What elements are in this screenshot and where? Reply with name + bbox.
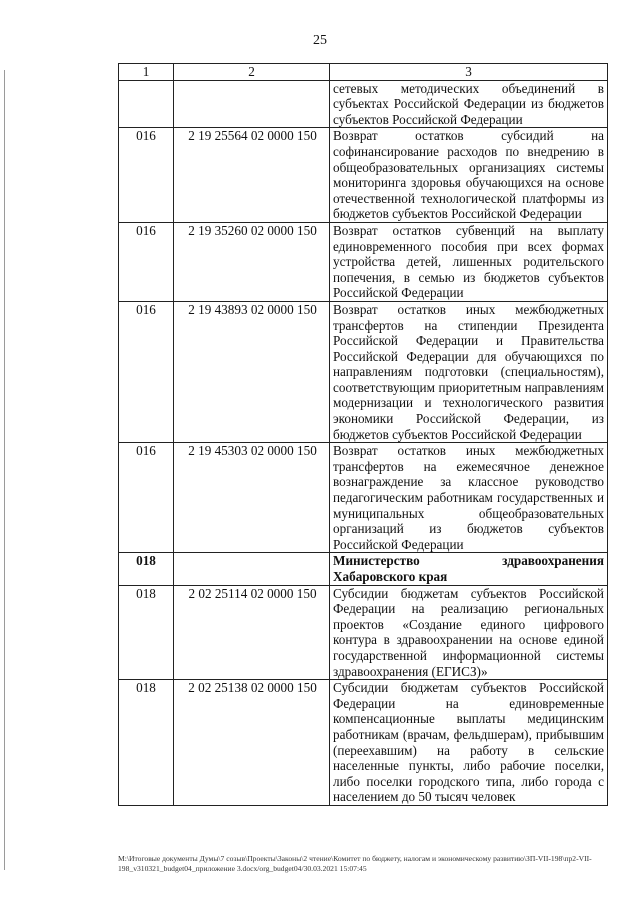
admin-code-cell: 016 bbox=[119, 222, 174, 301]
description-cell: Субсидии бюджетам субъектов Российской Федерации на реализацию региональных проектов «Создание единого цифрового контура в здравоохранении на основе единой государственной информационной системы здравоохранения (ЕГИСЗ)» bbox=[330, 585, 608, 680]
admin-code-cell: 018 bbox=[119, 680, 174, 806]
admin-code-cell bbox=[119, 80, 174, 128]
column-header-1: 1 bbox=[119, 64, 174, 81]
budget-code-cell: 2 02 25114 02 0000 150 bbox=[174, 585, 330, 680]
budget-code-cell: 2 19 45303 02 0000 150 bbox=[174, 443, 330, 553]
description-cell: Субсидии бюджетам субъектов Российской Федерации на единовременные компенсационные выплаты медицинским работникам (врачам, фельдшерам), прибывшим (переехавшим) на работу в сельские населенные пункты, либо рабочие поселки, либо поселки городского типа, либо города с населением до 50 тысяч человек bbox=[330, 680, 608, 806]
table-row bbox=[119, 80, 608, 128]
budget-code-cell: 2 02 25138 02 0000 150 bbox=[174, 680, 330, 806]
admin-code-cell: 016 bbox=[119, 301, 174, 442]
budget-code-cell bbox=[174, 553, 330, 585]
admin-code-cell: 016 bbox=[119, 128, 174, 223]
table-row bbox=[119, 680, 608, 806]
table-row bbox=[119, 301, 608, 442]
admin-code-cell: 018 bbox=[119, 553, 174, 585]
table-header-row bbox=[119, 64, 608, 81]
revenue-codes-table bbox=[118, 63, 608, 806]
table-row bbox=[119, 585, 608, 680]
column-header-2: 2 bbox=[174, 64, 330, 81]
column-header-3: 3 bbox=[330, 64, 608, 81]
budget-code-cell: 2 19 35260 02 0000 150 bbox=[174, 222, 330, 301]
file-path-footer: M:\Итоговые документы Думы\7 созыв\Проекты\Законы\2 чтение\Комитет по бюджету, налогам и экономическому развитию\ЗП-VII-198\пр2-VII-198_v310321_budget04_приложение 3.docx/org_budget04/30.03.2021 15:07:45 bbox=[118, 854, 592, 873]
budget-code-cell bbox=[174, 80, 330, 128]
page-number: 25 bbox=[313, 33, 327, 48]
table-row bbox=[119, 128, 608, 223]
budget-code-cell: 2 19 25564 02 0000 150 bbox=[174, 128, 330, 223]
description-cell: Возврат остатков субвенций на выплату единовременного пособия при всех формах устройства детей, лишенных родительского попечения, в семью из бюджетов субъектов Российской Федерации bbox=[330, 222, 608, 301]
section-heading-row bbox=[119, 553, 608, 585]
budget-code-cell: 2 19 43893 02 0000 150 bbox=[174, 301, 330, 442]
table-row bbox=[119, 222, 608, 301]
binding-margin-line bbox=[4, 70, 5, 870]
table-row bbox=[119, 443, 608, 553]
description-cell: Возврат остатков иных межбюджетных трансфертов на стипендии Президента Российской Федерации и Правительства Российской Федерации для обучающихся по направлениям подготовки (специальностям), соответствующим приоритетным направлениям модернизации и технологического развития экономики Российской Федерации, из бюджетов субъектов Российской Федерации bbox=[330, 301, 608, 442]
ministry-name-cell: Министерство здравоохранения Хабаровского края bbox=[330, 553, 608, 585]
admin-code-cell: 018 bbox=[119, 585, 174, 680]
description-cell: Возврат остатков иных межбюджетных трансфертов на ежемесячное денежное вознаграждение за классное руководство педагогическим работникам государственных и муниципальных общеобразовательных организаций из бюджетов субъектов Российской Федерации bbox=[330, 443, 608, 553]
description-cell: Возврат остатков субсидий на софинансирование расходов по внедрению в общеобразовательных организациях системы мониторинга здоровья обучающихся на основе отечественной технологической платформы из бюджетов субъектов Российской Федерации bbox=[330, 128, 608, 223]
description-cell: сетевых методических объединений в субъектах Российской Федерации из бюджетов субъектов Российской Федерации bbox=[330, 80, 608, 128]
admin-code-cell: 016 bbox=[119, 443, 174, 553]
